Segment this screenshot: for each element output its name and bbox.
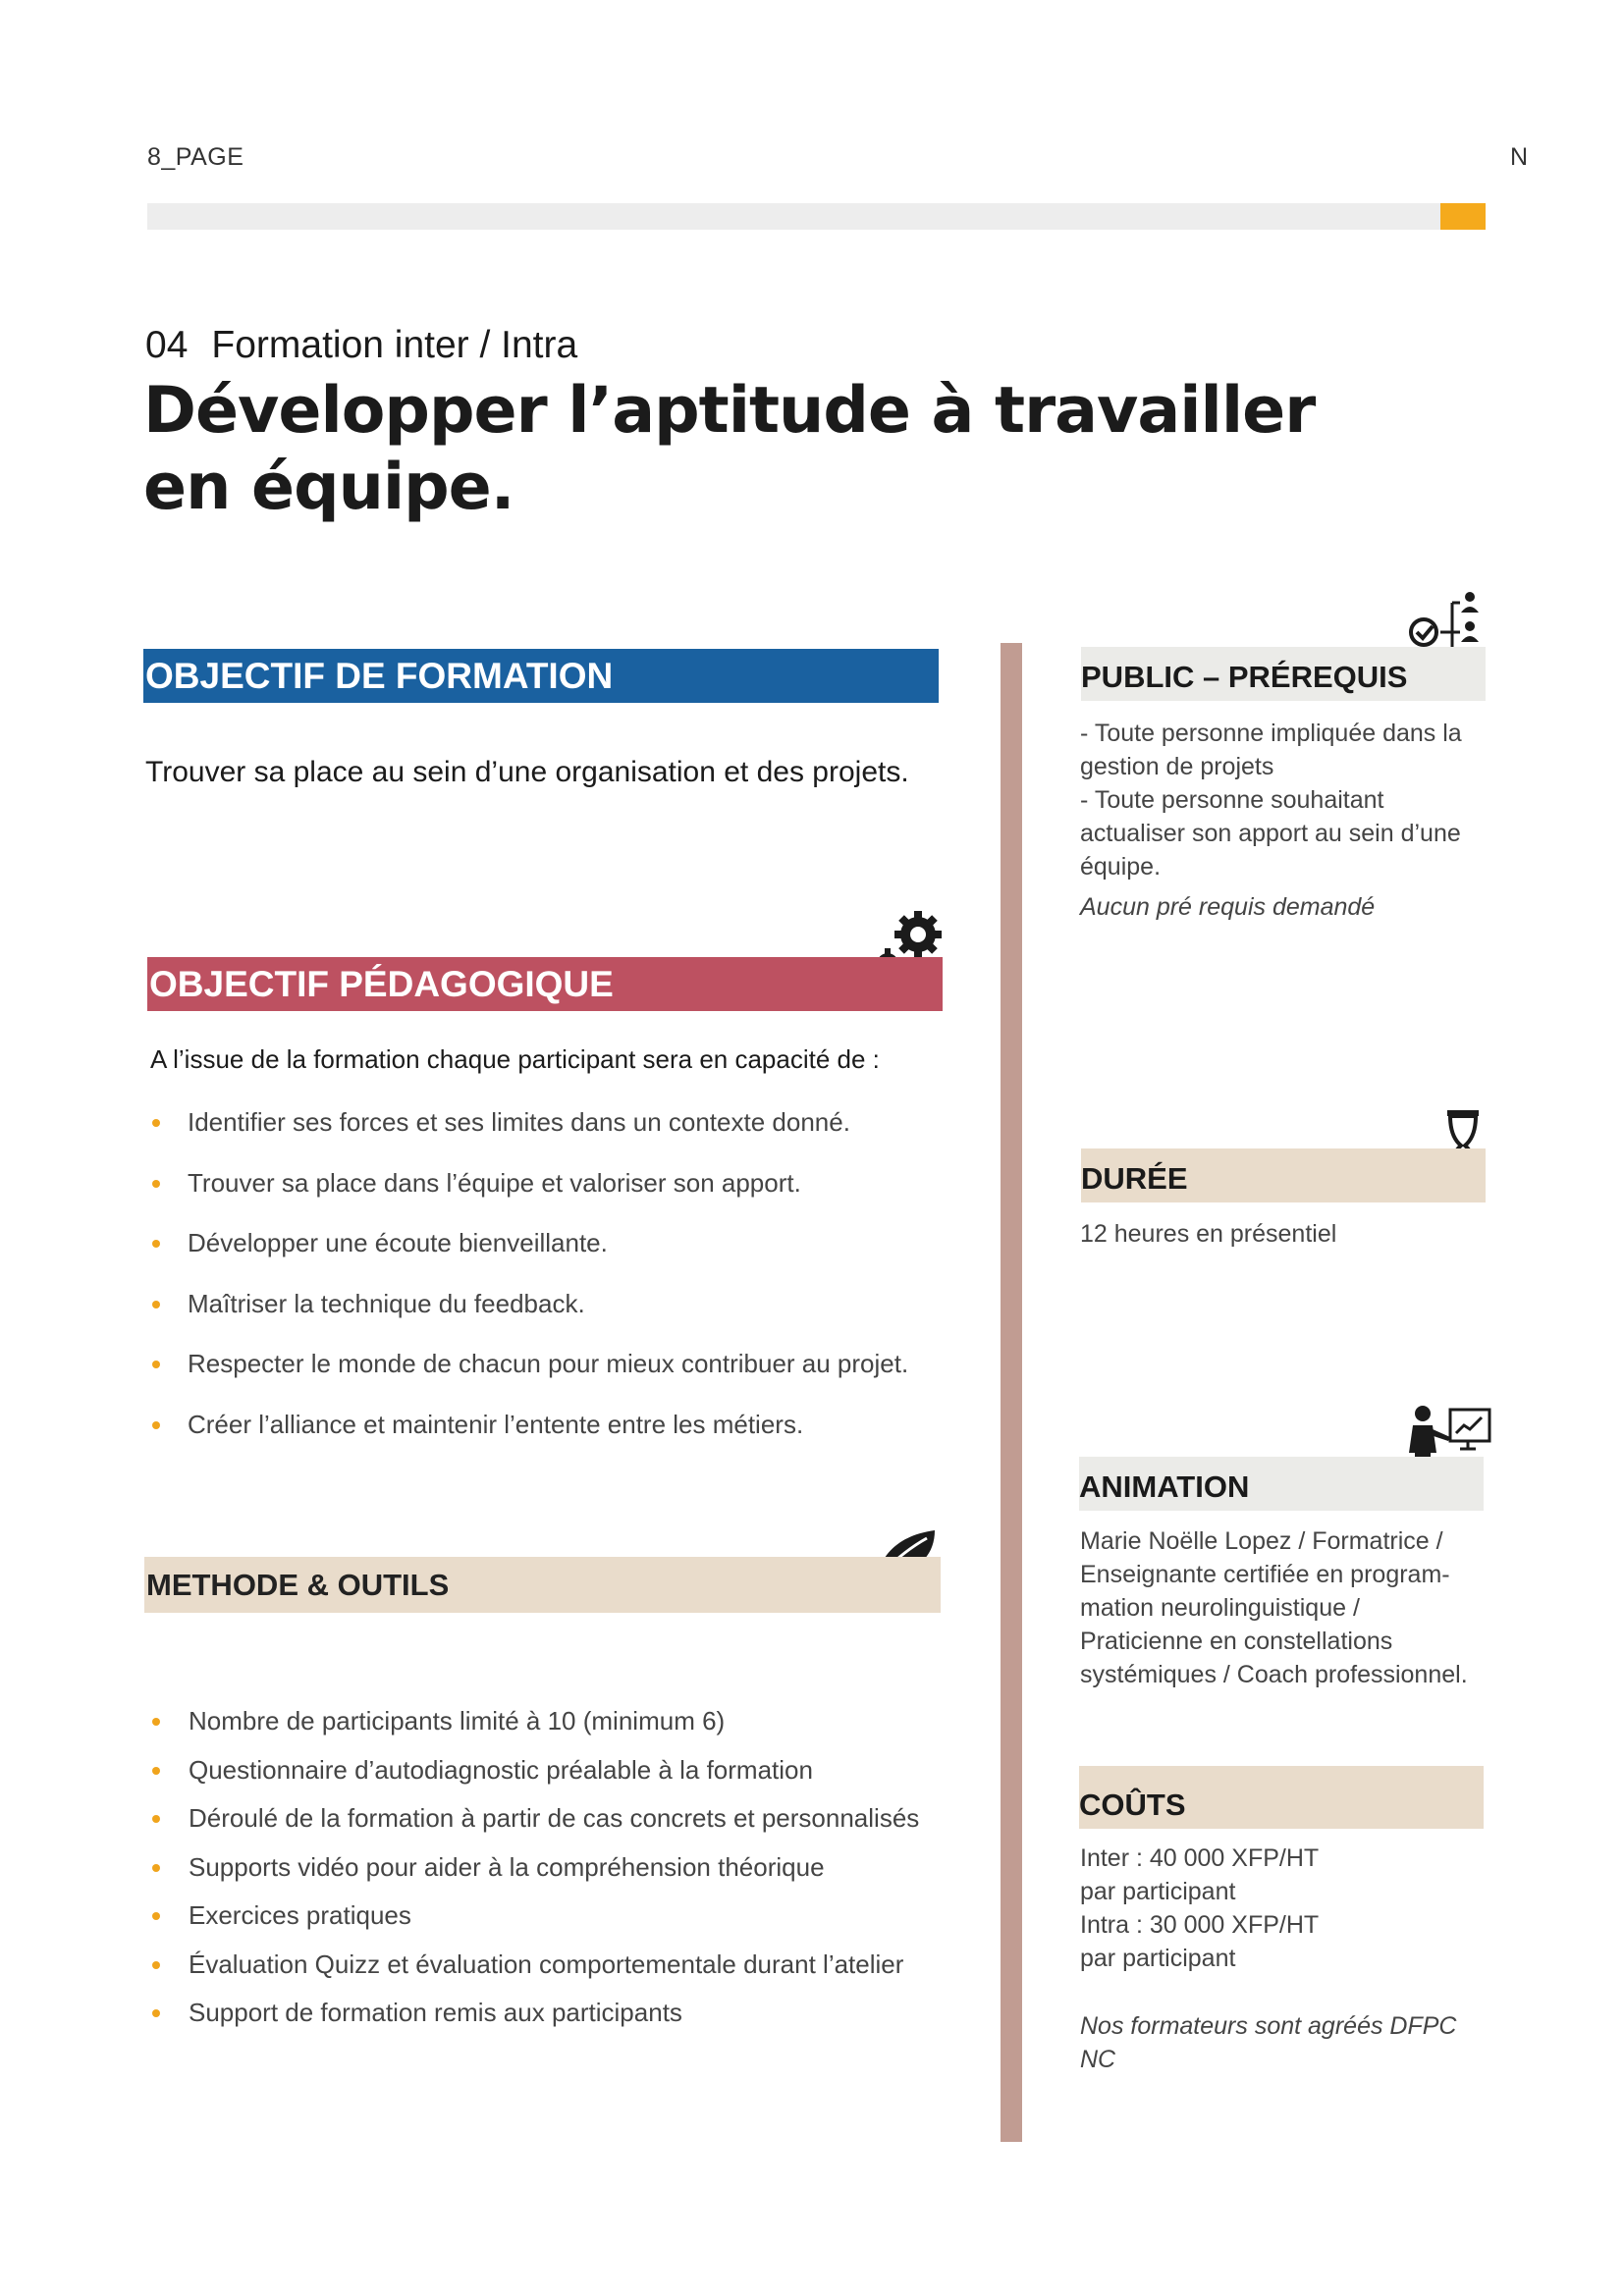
public-heading: PUBLIC – PRÉREQUIS [1081, 647, 1486, 701]
bullet-dot [152, 2009, 160, 2017]
list-item: Évaluation Quizz et évaluation comportementale durant l’atelier [152, 1948, 919, 1997]
list-item: Respecter le monde de chacun pour mieux contribuer au projet. [152, 1347, 908, 1408]
page-label: 8_PAGE [147, 143, 244, 171]
kicker [145, 324, 577, 367]
corner-mark: N [1509, 143, 1528, 171]
bullet-dot [152, 1301, 160, 1308]
bullet-dot [152, 1767, 160, 1775]
couts-inter-unit: par participant [1080, 1878, 1236, 1905]
kicker-text: Formation inter / Intra [211, 324, 578, 366]
couts-note: Nos formateurs sont agréés DFPC NC [1080, 2012, 1457, 2073]
duree-text: 12 heures en présentiel [1080, 1220, 1337, 1248]
list-item: Questionnaire d’autodiagnostic préalable à la formation [152, 1753, 919, 1802]
list-item: Déroulé de la formation à partir de cas concrets et personnalisés [152, 1801, 919, 1850]
public-line-2: - Toute personne souhaitant actualiser son apport au sein d’une équipe. [1080, 786, 1461, 881]
couts-inter: Inter : 40 000 XFP/HT [1080, 1844, 1320, 1872]
animation-text: Marie Noëlle Lopez / Formatrice / Enseignante certifiée en program-mation neurolinguistique / Praticienne en constellations systémiques / Coach professionnel. [1080, 1527, 1468, 1688]
bullet-dot [152, 1240, 160, 1248]
public-note: Aucun pré requis demandé [1080, 893, 1376, 921]
couts-intra-unit: par participant [1080, 1945, 1236, 1972]
couts-intra: Intra : 30 000 XFP/HT [1080, 1911, 1320, 1939]
objectif-pedagogique-list [152, 1105, 908, 1468]
public-line-1: - Toute personne impliquée dans la gestion de projets [1080, 720, 1462, 780]
top-rule-accent [1440, 203, 1486, 230]
list-item: Support de formation remis aux participants [152, 1996, 919, 2045]
list-item: Développer une écoute bienveillante. [152, 1226, 908, 1287]
list-item: Identifier ses forces et ses limites dans un contexte donné. [152, 1105, 908, 1166]
bullet-dot [152, 1912, 160, 1920]
section-number: 04 [145, 324, 189, 366]
bullet-dot [152, 1718, 160, 1726]
objectif-formation-text: Trouver sa place au sein d’une organisation et des projets. [145, 756, 909, 788]
bullet-dot [152, 1961, 160, 1969]
page-title: Développer l’aptitude à travailler en équipe. [143, 374, 1316, 524]
top-rule [147, 203, 1486, 230]
list-item: Maîtriser la technique du feedback. [152, 1287, 908, 1348]
methode-list [152, 1704, 919, 2045]
animation-heading: ANIMATION [1079, 1457, 1484, 1511]
objectif-formation-heading: OBJECTIF DE FORMATION [143, 649, 939, 703]
methode-heading: METHODE & OUTILS [144, 1557, 941, 1613]
bullet-dot [152, 1180, 160, 1188]
public-text [1080, 717, 1492, 883]
column-divider [1001, 643, 1022, 2142]
list-item: Trouver sa place dans l’équipe et valoriser son apport. [152, 1166, 908, 1227]
list-item: Nombre de participants limité à 10 (minimum 6) [152, 1704, 919, 1753]
list-item: Exercices pratiques [152, 1898, 919, 1948]
duree-heading: DURÉE [1081, 1148, 1486, 1202]
bullet-dot [152, 1421, 160, 1429]
list-item: Créer l’alliance et maintenir l’entente entre les métiers. [152, 1408, 908, 1468]
list-item: Supports vidéo pour aider à la compréhension théorique [152, 1850, 919, 1899]
bullet-dot [152, 1119, 160, 1127]
bullet-dot [152, 1864, 160, 1872]
objectif-pedagogique-heading: OBJECTIF PÉDAGOGIQUE [147, 957, 943, 1011]
bullet-dot [152, 1815, 160, 1823]
bullet-dot [152, 1361, 160, 1368]
couts-text [1080, 1842, 1492, 1975]
objectif-pedagogique-intro: A l’issue de la formation chaque participant sera en capacité de : [150, 1044, 880, 1074]
couts-heading: COÛTS [1079, 1766, 1484, 1829]
